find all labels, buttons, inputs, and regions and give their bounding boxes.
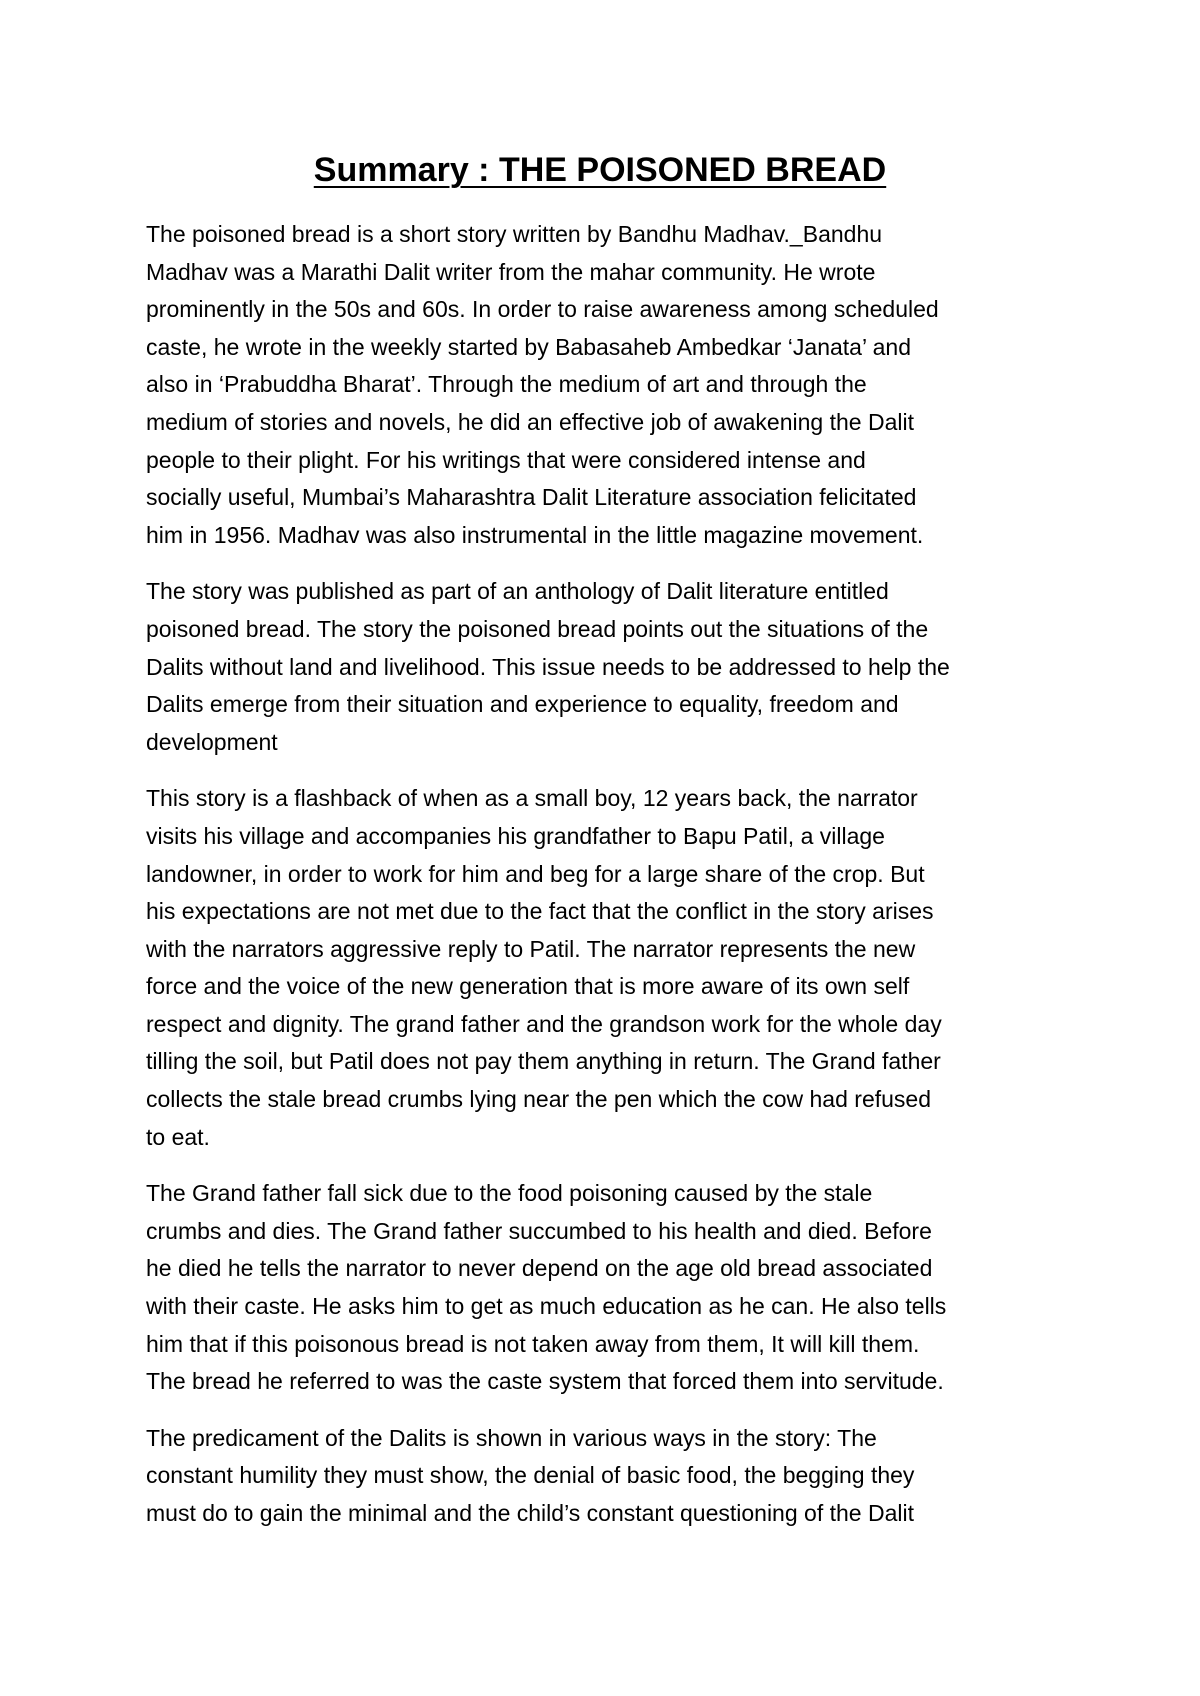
paragraph-4 bbox=[146, 1175, 1066, 1401]
text-line: people to their plight. For his writings that were considered intense and bbox=[146, 446, 866, 473]
text-line: prominently in the 50s and 60s. In order to raise awareness among scheduled bbox=[146, 296, 939, 323]
text-line: crumbs and dies. The Grand father succumbed to his health and died. Before bbox=[146, 1217, 932, 1244]
text-line: must do to gain the minimal and the child’s constant questioning of the Dalit bbox=[146, 1500, 914, 1526]
paragraph-2 bbox=[146, 573, 1066, 761]
text-line: The poisoned bread is a short story written by Bandhu Madhav._Bandhu bbox=[146, 221, 883, 247]
text-line: him in 1956. Madhav was also instrumental in the little magazine movement. bbox=[146, 521, 924, 548]
text-line: constant humility they must show, the denial of basic food, the begging they bbox=[146, 1462, 915, 1489]
text-line: Madhav was a Marathi Dalit writer from the mahar community. He wrote bbox=[146, 258, 876, 285]
text-line: his expectations are not met due to the fact that the conflict in the story arises bbox=[146, 898, 934, 925]
text-line: also in ‘Prabuddha Bharat’. Through the medium of art and through the bbox=[146, 371, 867, 398]
text-line: development bbox=[146, 728, 278, 755]
text-line: collects the stale bread crumbs lying near the pen which the cow had refused bbox=[146, 1086, 931, 1113]
text-line: The story was published as part of an anthology of Dalit literature entitled bbox=[146, 578, 889, 605]
paragraph-1 bbox=[146, 216, 1066, 554]
paragraph-5 bbox=[146, 1420, 1066, 1533]
text-line: to eat. bbox=[146, 1123, 210, 1150]
text-line: caste, he wrote in the weekly started by Babasaheb Ambedkar ‘Janata’ and bbox=[146, 333, 911, 360]
text-line: The Grand father fall sick due to the food poisoning caused by the stale bbox=[146, 1180, 873, 1207]
text-line: Dalits emerge from their situation and experience to equality, freedom and bbox=[146, 691, 899, 718]
text-line: respect and dignity. The grand father and the grandson work for the whole day bbox=[146, 1010, 942, 1037]
text-line: tilling the soil, but Patil does not pay them anything in return. The Grand father bbox=[146, 1048, 941, 1075]
text-line: The predicament of the Dalits is shown in various ways in the story: The bbox=[146, 1424, 877, 1451]
text-line: This story is a flashback of when as a small boy, 12 years back, the narrator bbox=[146, 785, 918, 812]
text-line: Dalits without land and livelihood. This issue needs to be addressed to help the bbox=[146, 653, 950, 680]
text-line: The bread he referred to was the caste system that forced them into servitude. bbox=[146, 1368, 944, 1395]
text-line: poisoned bread. The story the poisoned bread points out the situations of the bbox=[146, 615, 929, 642]
text-line: landowner, in order to work for him and beg for a large share of the crop. But bbox=[146, 860, 925, 887]
text-line: visits his village and accompanies his grandfather to Bapu Patil, a village bbox=[146, 822, 885, 849]
page-title-text: Summary : THE POISONED BREAD bbox=[313, 151, 887, 189]
text-line: socially useful, Mumbai’s Maharashtra Dalit Literature association felicitated bbox=[146, 484, 917, 511]
paragraph-3 bbox=[146, 780, 1066, 1156]
text-line: force and the voice of the new generation that is more aware of its own self bbox=[146, 973, 910, 1000]
text-line: he died he tells the narrator to never depend on the age old bread associated bbox=[146, 1255, 933, 1282]
text-line: medium of stories and novels, he did an effective job of awakening the Dalit bbox=[146, 408, 914, 435]
text-line: with their caste. He asks him to get as much education as he can. He also tells bbox=[146, 1293, 947, 1320]
page-title bbox=[0, 148, 1200, 192]
text-line: with the narrators aggressive reply to Patil. The narrator represents the new bbox=[146, 935, 916, 962]
text-line: him that if this poisonous bread is not taken away from them, It will kill them. bbox=[146, 1330, 920, 1357]
document-body bbox=[146, 216, 1066, 1552]
